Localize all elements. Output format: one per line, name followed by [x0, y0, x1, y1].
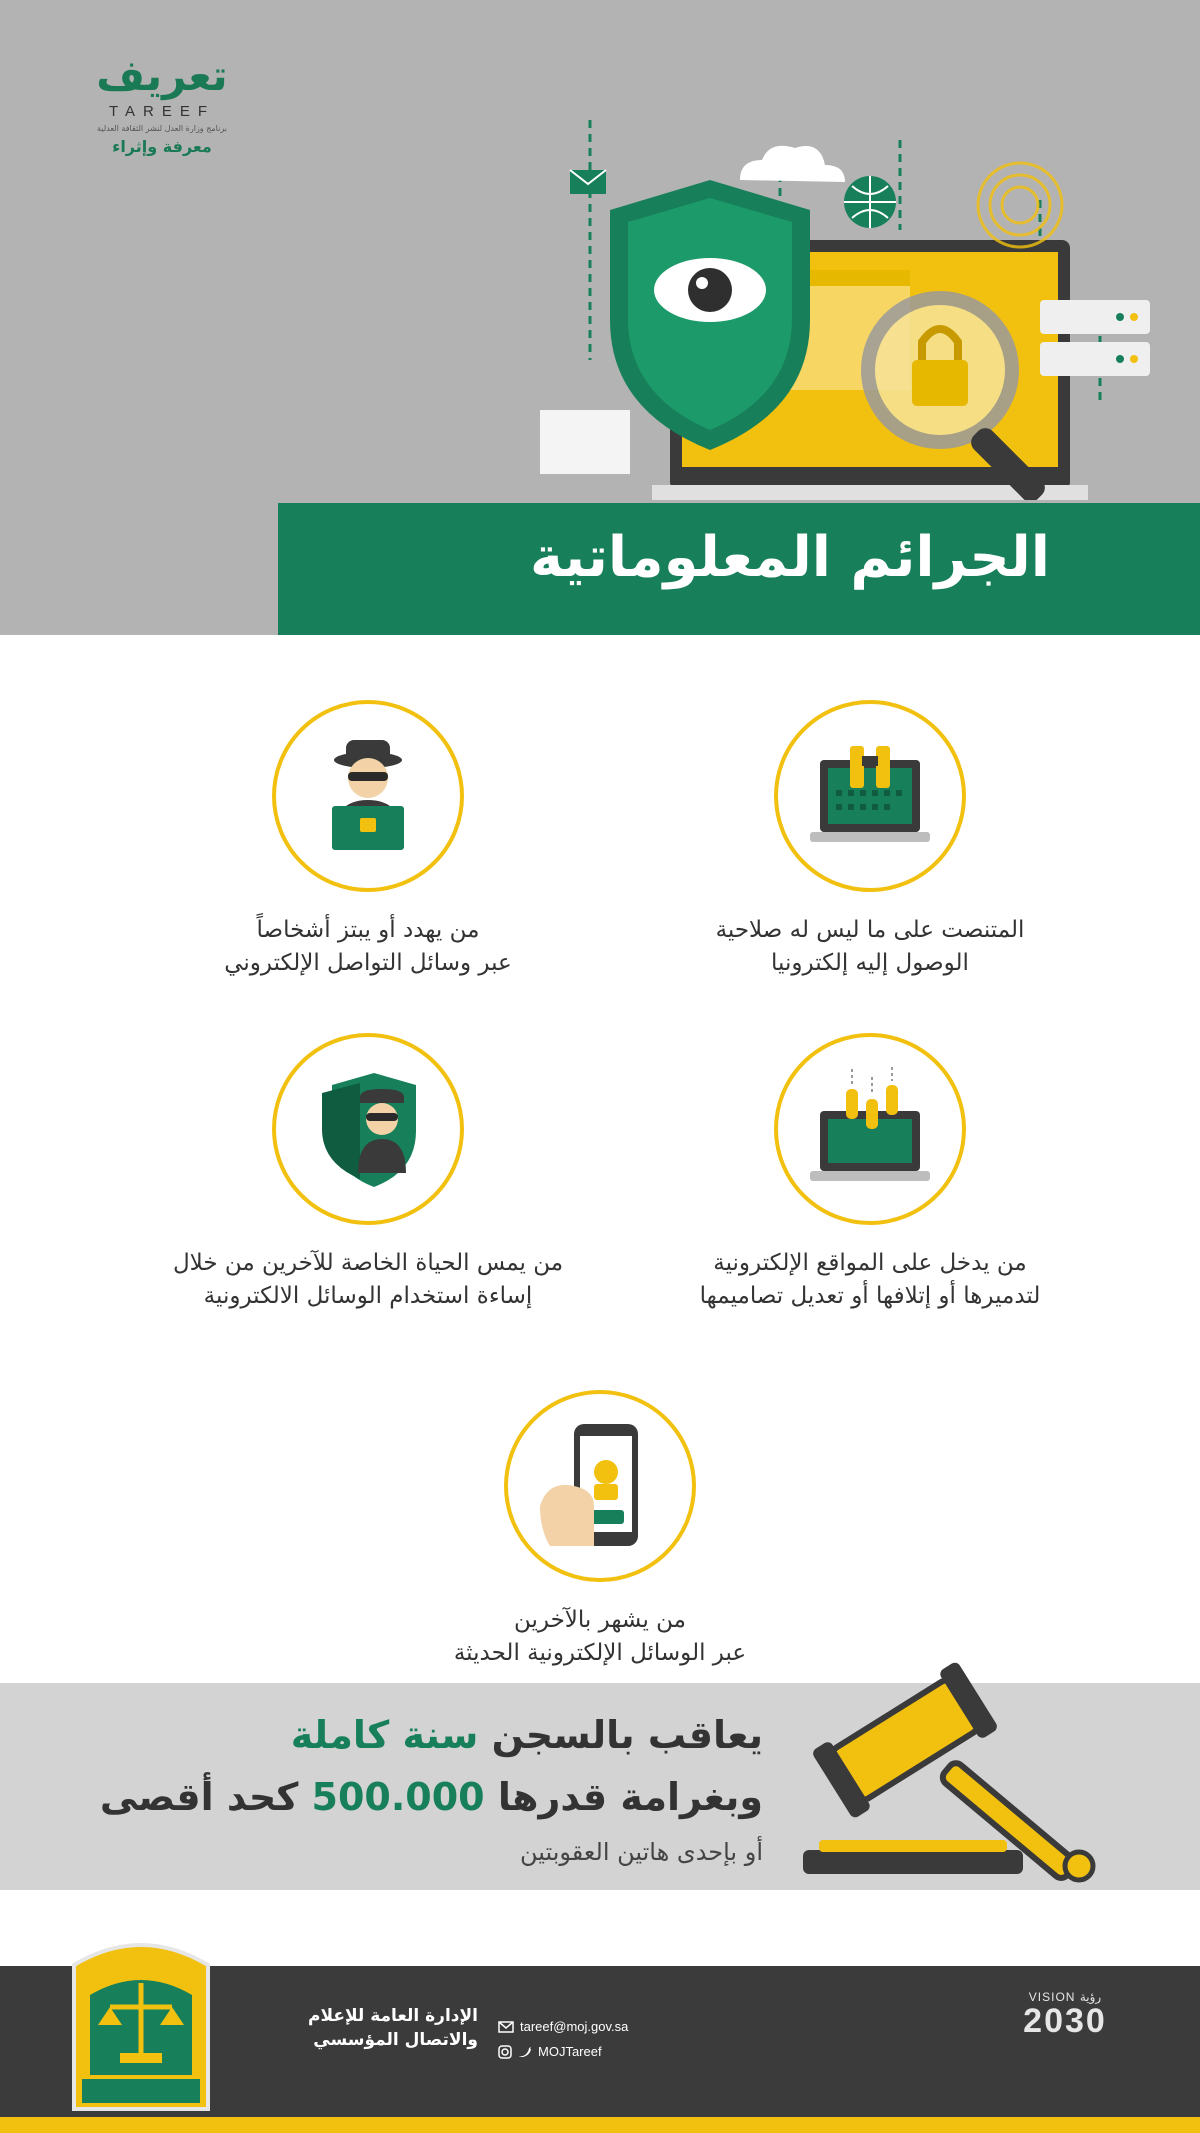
item-icon-circle — [774, 1033, 966, 1225]
penalty-fine-max: كحد أقصى — [99, 1775, 299, 1819]
crime-item-threat — [138, 700, 598, 981]
tareef-logo-tagline: معرفة وإثراء — [112, 137, 212, 156]
item-description: من يشهر بالآخرين عبر الوسائل الإلكترونية الحديثة — [453, 1607, 747, 1667]
bombs-laptop-icon — [804, 1063, 936, 1195]
item-icon-circle — [272, 700, 464, 892]
crime-item-eavesdropping — [640, 700, 1100, 981]
header-banner — [0, 0, 1200, 635]
contact-info — [498, 2015, 628, 2064]
penalty-line-3: أو بإحدى هاتين العقوبتين — [519, 1838, 763, 1866]
tareef-logo-subtitle: برنامج وزارة العدل لنشر الثقافة العدلية — [97, 124, 227, 133]
page-title: الجرائم المعلوماتية — [530, 525, 1050, 590]
instagram-icon — [498, 2045, 512, 2059]
vision-2030-logo — [1010, 1990, 1120, 2038]
gavel-icon — [795, 1650, 1105, 1890]
crime-item-privacy — [138, 1033, 598, 1314]
shield-spy-icon — [302, 1063, 434, 1195]
email-address: tareef@moj.gov.sa — [520, 2019, 629, 2034]
social-row[interactable] — [498, 2040, 628, 2065]
social-handle: MOJTareef — [538, 2043, 602, 2059]
tareef-logo-english: TAREEF — [108, 103, 216, 120]
tareef-logo-arabic: تعريف — [96, 51, 228, 100]
twitter-icon — [518, 2046, 532, 2058]
item-icon-circle — [272, 1033, 464, 1225]
penalty-line-1 — [291, 1713, 763, 1757]
item-icon-circle — [774, 700, 966, 892]
penalty-prison-duration: سنة كاملة — [290, 1713, 479, 1757]
penalty-fine-label: وبغرامة قدرها — [497, 1775, 763, 1819]
phone-hand-icon — [534, 1420, 666, 1552]
item-icon-circle — [504, 1390, 696, 1582]
penalty-prison-label: يعاقب بالسجن — [491, 1713, 763, 1757]
item-description: من يهدد أو يبتز أشخاصاً عبر وسائل التواصل الإلكتروني — [224, 917, 512, 977]
tareef-logo — [62, 51, 262, 156]
vision-label: VISION رؤية — [1028, 1990, 1102, 2004]
penalty-line-2 — [100, 1775, 763, 1819]
hacker-laptop-icon — [302, 730, 434, 862]
email-icon — [498, 2021, 514, 2033]
ministry-of-justice-logo-icon — [70, 1925, 212, 2115]
department-name: الإدارة العامة للإعلام والاتصال المؤسسي — [308, 2006, 478, 2050]
cyber-security-illustration-icon — [540, 120, 1180, 500]
binoculars-laptop-icon — [804, 730, 936, 862]
item-description: من يدخل على المواقع الإلكترونية لتدميرها أو إتلافها أو تعديل تصاميمها — [699, 1250, 1041, 1310]
crime-item-defamation — [370, 1390, 830, 1671]
crime-item-website-attack — [640, 1033, 1100, 1314]
penalty-fine-amount: 500.000 — [311, 1775, 485, 1819]
item-description: من يمس الحياة الخاصة للآخرين من خلال إساءة استخدام الوسائل الالكترونية — [172, 1250, 564, 1310]
item-description: المتنصت على ما ليس له صلاحية الوصول إليه إلكترونيا — [715, 917, 1025, 977]
vision-year: 2030 — [1023, 2002, 1107, 2040]
title-band — [278, 503, 1200, 635]
email-row[interactable] — [498, 2015, 628, 2040]
footer-accent-strip — [0, 2117, 1200, 2133]
